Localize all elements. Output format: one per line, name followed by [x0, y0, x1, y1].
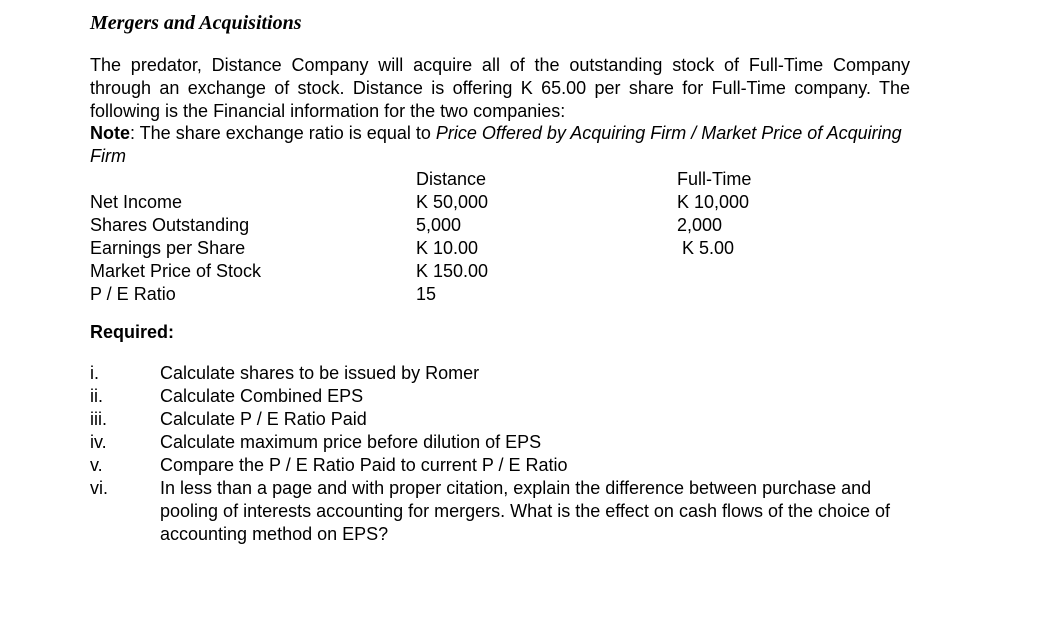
item-text: Calculate Combined EPS — [160, 386, 364, 406]
row-label: Shares Outstanding — [90, 215, 250, 235]
row-label: Market Price of Stock — [90, 261, 262, 281]
row-label: Net Income — [90, 192, 183, 212]
row-label: P / E Ratio — [90, 284, 176, 304]
distance-value: 5,000 — [416, 215, 462, 235]
distance-value: K 50,000 — [416, 192, 489, 212]
note-formula: Price Offered by Acquiring Firm / Market Price of Acquiring Firm — [90, 123, 902, 166]
fulltime-value — [677, 260, 751, 283]
fulltime-column — [677, 168, 751, 306]
item-number: vi. — [90, 478, 108, 498]
item-text: Calculate P / E Ratio Paid — [160, 409, 367, 429]
column-header-fulltime: Full-Time — [677, 169, 752, 189]
item-text: Calculate maximum price before dilution of EPS — [160, 432, 542, 452]
item-text: In less than a page and with proper citation, explain the difference between purchase and pooling of interests accounting for mergers. What is the effect on cash flows of the choice of accounting method on EPS? — [160, 478, 891, 544]
row-labels-column — [90, 168, 261, 306]
item-number: ii. — [90, 386, 103, 406]
note-label: Note — [90, 123, 130, 143]
item-number: iv. — [90, 432, 107, 452]
list-item — [90, 454, 920, 477]
list-item — [90, 362, 920, 385]
intro-paragraph: The predator, Distance Company will acquire all of the outstanding stock of Full-Time Company through an exchange of stock. Distance is offering K 65.00 per share for Full-Time company. The following is the Financial information for the two companies: — [90, 55, 910, 121]
fulltime-value: 2,000 — [677, 215, 723, 235]
list-item — [90, 385, 920, 408]
item-number: v. — [90, 455, 103, 475]
fulltime-value: K 5.00 — [677, 238, 735, 258]
list-item — [90, 408, 920, 431]
item-text: Calculate shares to be issued by Romer — [160, 363, 480, 383]
list-item — [90, 477, 920, 546]
fulltime-value: K 10,000 — [677, 192, 750, 212]
note-text: : The share exchange ratio is equal to — [130, 123, 436, 143]
distance-value: 15 — [416, 284, 437, 304]
row-label: Earnings per Share — [90, 238, 246, 258]
required-heading: Required: — [90, 322, 175, 342]
fulltime-value — [677, 283, 751, 306]
required-list — [90, 362, 920, 546]
distance-value: K 150.00 — [416, 261, 489, 281]
list-item — [90, 431, 920, 454]
item-text: Compare the P / E Ratio Paid to current P / E Ratio — [160, 455, 568, 475]
distance-value: K 10.00 — [416, 238, 479, 258]
distance-column — [416, 168, 488, 306]
column-header-distance: Distance — [416, 169, 487, 189]
note-paragraph — [90, 122, 910, 168]
item-number: iii. — [90, 409, 107, 429]
document-title: Mergers and Acquisitions — [90, 12, 302, 34]
item-number: i. — [90, 363, 99, 383]
